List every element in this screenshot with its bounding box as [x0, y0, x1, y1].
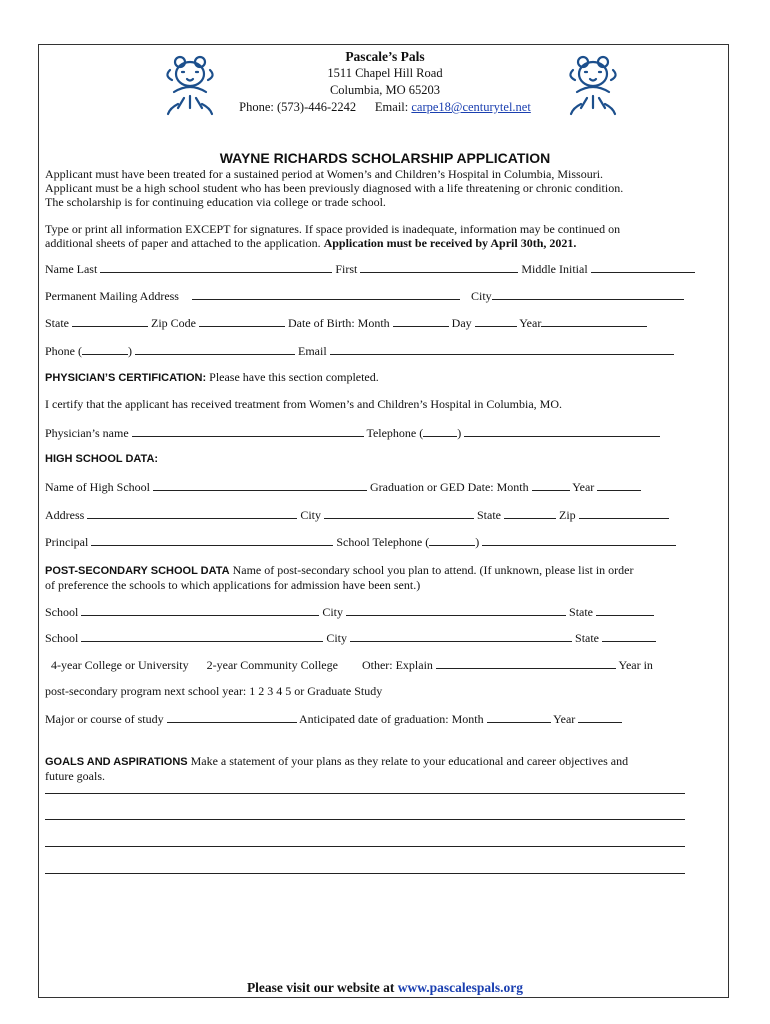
section-heading: PHYSICIAN’S CERTIFICATION:: [45, 372, 207, 384]
graduation-month-label: Graduation or GED Date: Month: [369, 480, 529, 494]
physician-phone-field[interactable]: [464, 425, 660, 437]
major-label: Major or course of study: [45, 712, 164, 726]
eligibility-line: Applicant must be a high school student who has been previously diagnosed with a life threatening or chronic condition.: [45, 181, 624, 195]
phone-area-field[interactable]: [82, 343, 128, 355]
choice-school-field[interactable]: [81, 604, 319, 616]
choice-state-field[interactable]: [602, 630, 656, 642]
first-name-label: First: [335, 262, 358, 276]
choice-city-field[interactable]: [350, 630, 572, 642]
last-name-field[interactable]: [100, 261, 332, 273]
eligibility-text: [45, 167, 725, 209]
option-4-year[interactable]: 4-year College or University: [51, 658, 189, 672]
dob-day-label: Day: [451, 316, 472, 330]
school-zip-field[interactable]: [579, 507, 669, 519]
physician-telephone-label: Telephone (: [366, 426, 424, 440]
middle-initial-field[interactable]: [591, 261, 695, 273]
deadline-text: Application must be received by April 30th, 2021.: [323, 236, 577, 250]
dob-month-field[interactable]: [393, 315, 449, 327]
high-school-name-label: Name of High School: [45, 480, 150, 494]
middle-initial-label: Middle Initial: [521, 262, 588, 276]
phone-paren: ): [128, 344, 132, 358]
zip-label: Zip Code: [151, 316, 196, 330]
principal-label: Principal: [45, 535, 89, 549]
dob-day-field[interactable]: [475, 315, 517, 327]
state-field[interactable]: [72, 315, 148, 327]
email-link[interactable]: carpe18@centurytel.net: [411, 100, 531, 114]
email-label: Email: [298, 344, 327, 358]
physician-area-field[interactable]: [423, 425, 457, 437]
school-phone-field[interactable]: [482, 534, 676, 546]
choice-city-label: City: [322, 605, 344, 619]
mailing-address-field[interactable]: [192, 288, 460, 300]
other-explain-field[interactable]: [436, 657, 616, 669]
goals-answer-line[interactable]: [45, 819, 685, 820]
certify-row: I certify that the applicant has received treatment from Women’s and Children’s Hospital in Columbia, MO.: [45, 397, 563, 411]
post-secondary-text: Name of post-secondary school you plan to attend. (If unknown, please list in order: [232, 563, 634, 577]
dob-year-label: Year: [519, 316, 542, 330]
school-city-field[interactable]: [324, 507, 474, 519]
mailing-address-label: Permanent Mailing Address: [45, 289, 179, 303]
post-secondary-line: [45, 563, 717, 578]
school-state-field[interactable]: [504, 507, 556, 519]
phone-paren: ): [475, 535, 480, 549]
goals-answer-line[interactable]: [45, 846, 685, 847]
instructions-text: [45, 222, 725, 250]
major-field[interactable]: [167, 711, 297, 723]
eligibility-line: The scholarship is for continuing education via college or trade school.: [45, 195, 386, 209]
physician-name-field[interactable]: [132, 425, 364, 437]
choice-city-field[interactable]: [346, 604, 566, 616]
footer: [0, 980, 770, 996]
choice-school-field[interactable]: [81, 630, 323, 642]
phone-number-field[interactable]: [135, 343, 295, 355]
anticipated-year-field[interactable]: [578, 711, 622, 723]
option-2-year[interactable]: 2-year Community College: [206, 658, 338, 672]
school-address-label: Address: [45, 508, 85, 522]
physician-name-label: Physician’s name: [45, 426, 129, 440]
school-choice-row-2: [45, 630, 717, 645]
choice-state-field[interactable]: [596, 604, 654, 616]
state-zip-dob-row: [45, 315, 717, 330]
last-name-label: Name Last: [45, 262, 98, 276]
choice-school-label: School: [45, 631, 79, 645]
first-name-field[interactable]: [360, 261, 518, 273]
state-label: State: [45, 316, 69, 330]
anticipated-month-label: Anticipated date of graduation: Month: [298, 712, 484, 726]
choice-state-label: State: [575, 631, 600, 645]
section-heading: GOALS AND ASPIRATIONS: [45, 756, 188, 768]
applicant-email-field[interactable]: [330, 343, 674, 355]
city-label: City: [470, 289, 492, 303]
phone-label: Phone (: [45, 344, 82, 358]
school-telephone-label: School Telephone (: [336, 535, 430, 549]
high-school-name-field[interactable]: [153, 479, 367, 491]
school-zip-label: Zip: [559, 508, 576, 522]
principal-row: [45, 534, 717, 549]
choice-state-label: State: [569, 605, 594, 619]
school-city-label: City: [300, 508, 321, 522]
dob-year-field[interactable]: [541, 315, 647, 327]
graduation-month-field[interactable]: [532, 479, 570, 491]
major-row: [45, 711, 717, 726]
post-secondary-line: of preference the schools to which applications for admission have been sent.): [45, 578, 421, 592]
anticipated-year-label: Year: [553, 712, 576, 726]
high-school-heading: HIGH SCHOOL DATA:: [45, 453, 159, 465]
eligibility-line: Applicant must have been treated for a sustained period at Women’s and Children’s Hospital in Columbia, Missouri.: [45, 167, 604, 181]
email-label: Email:: [374, 100, 409, 114]
instructions-line: [45, 236, 725, 250]
goals-intro: [45, 754, 717, 783]
phone-paren: ): [457, 426, 462, 440]
choice-school-label: School: [45, 605, 79, 619]
program-year-row: post-secondary program next school year: 1 2 3 4 5 or Graduate Study: [45, 684, 383, 698]
name-row: [45, 261, 717, 276]
option-other[interactable]: Other: Explain: [361, 658, 433, 672]
school-state-label: State: [477, 508, 501, 522]
principal-field[interactable]: [91, 534, 333, 546]
goals-answer-line[interactable]: [45, 873, 685, 874]
choice-city-label: City: [326, 631, 348, 645]
post-secondary-intro: [45, 563, 717, 592]
goals-line: future goals.: [45, 769, 105, 783]
city-field[interactable]: [492, 288, 684, 300]
letterhead: [0, 48, 770, 116]
school-address-field[interactable]: [87, 507, 297, 519]
page-title: WAYNE RICHARDS SCHOLARSHIP APPLICATION: [219, 150, 551, 166]
section-note: Please have this section completed.: [209, 370, 379, 384]
school-address-row: [45, 507, 717, 522]
phone-email-row: [45, 343, 717, 358]
address-line-1: 1511 Chapel Hill Road: [327, 66, 443, 80]
contact-line: [0, 99, 770, 116]
graduation-year-label: Year: [572, 480, 595, 494]
dob-month-label: Date of Birth: Month: [288, 316, 390, 330]
section-heading: POST-SECONDARY SCHOOL DATA: [45, 565, 230, 577]
mailing-row: [45, 288, 717, 303]
physician-heading-row: [45, 370, 717, 385]
instructions-fragment: additional sheets of paper and attached to the application.: [45, 236, 321, 250]
footer-text: Please visit our website at: [246, 980, 395, 995]
goals-answer-line[interactable]: [45, 793, 685, 794]
instructions-line: Type or print all information EXCEPT for signatures. If space provided is inadequate, information may be continued on: [45, 222, 621, 236]
org-name: Pascale’s Pals: [345, 49, 425, 64]
school-choice-row-1: [45, 604, 717, 619]
website-link[interactable]: www.pascalespals.org: [397, 980, 524, 995]
high-school-row: [45, 479, 717, 494]
school-type-row: [45, 657, 717, 672]
physician-row: [45, 425, 717, 440]
address-line-2: Columbia, MO 65203: [329, 83, 441, 97]
phone-text: Phone: (573)-446-2242: [239, 100, 357, 114]
school-area-field[interactable]: [429, 534, 475, 546]
goals-line: [45, 754, 717, 769]
zip-field[interactable]: [199, 315, 285, 327]
goals-text: Make a statement of your plans as they relate to your educational and career objectives and: [190, 754, 629, 768]
year-in-label: Year in: [618, 658, 653, 672]
graduation-year-field[interactable]: [597, 479, 641, 491]
anticipated-month-field[interactable]: [487, 711, 551, 723]
